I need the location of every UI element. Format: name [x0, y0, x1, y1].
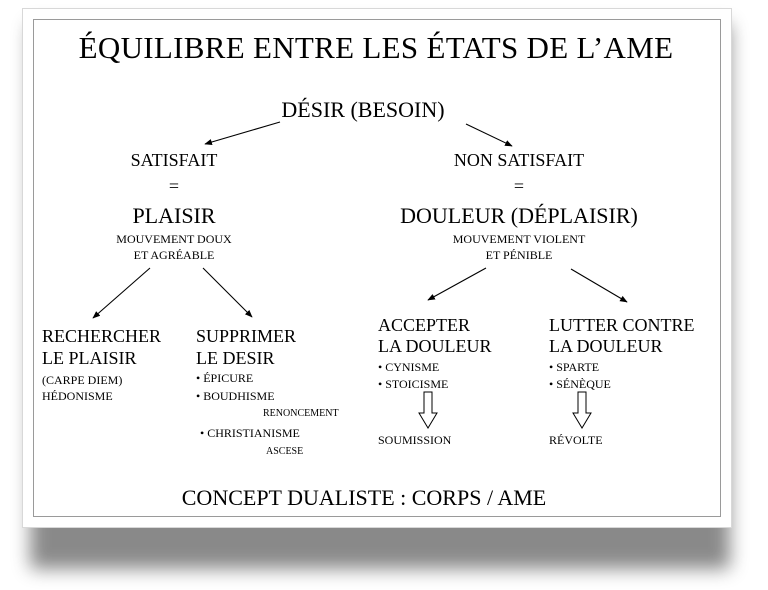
option-seek-pleasure-line2: LE PLAISIR [42, 348, 137, 368]
node-pleasure: PLAISIR [132, 203, 216, 228]
list-item-cynicism: • CYNISME [378, 360, 440, 374]
equals-sign-left: = [168, 176, 180, 196]
arrow-pleasure-to-seek [93, 268, 150, 318]
option-accept-pain-line2: LA DOULEUR [378, 336, 492, 356]
state-not-satisfied: NON SATISFAIT [453, 150, 585, 170]
root-node-desire: DÉSIR (BESOIN) [281, 97, 445, 122]
asceticism-note: ASCESE [266, 446, 304, 457]
option-suppress-desire-line2: LE DESIR [196, 348, 275, 368]
arrow-pleasure-to-suppress [203, 268, 252, 317]
arrow-desire-to-not-satisfied [466, 124, 512, 146]
arrow-pain-to-fight [571, 269, 627, 302]
pleasure-desc-line2: ET AGRÉABLE [133, 248, 215, 262]
option-suppress-desire-line1: SUPPRIMER [196, 326, 297, 346]
arrow-pain-to-accept [428, 268, 486, 300]
footer-dualist-concept: CONCEPT DUALISTE : CORPS / AME [181, 485, 547, 510]
list-item-christianity: • CHRISTIANISME [200, 426, 300, 440]
hollow-arrow-to-revolt [573, 392, 591, 428]
list-item-seneca: • SÉNÈQUE [549, 377, 611, 391]
option-fight-pain-line2: LA DOULEUR [549, 336, 663, 356]
option-accept-pain-line1: ACCEPTER [378, 315, 471, 335]
renunciation-note: RENONCEMENT [263, 408, 339, 419]
list-item-buddhism: • BOUDHISME [196, 389, 275, 403]
hollow-arrow-to-submission [419, 392, 437, 428]
list-item-epicure: • ÉPICURE [196, 371, 254, 385]
state-satisfied: SATISFAIT [130, 150, 218, 170]
pleasure-desc-line1: MOUVEMENT DOUX [116, 232, 232, 246]
option-seek-pleasure-line1: RECHERCHER [42, 326, 162, 346]
option-fight-pain-line1: LUTTER CONTRE [549, 315, 695, 335]
diagram-title: ÉQUILIBRE ENTRE LES ÉTATS DE L’AME [78, 30, 674, 65]
result-submission: SOUMISSION [378, 433, 452, 447]
list-item-stoicism: • STOICISME [378, 377, 449, 391]
hedonism-label: HÉDONISME [42, 389, 113, 403]
equals-sign-right: = [513, 176, 525, 196]
pain-desc-line1: MOUVEMENT VIOLENT [452, 232, 586, 246]
result-revolt: RÉVOLTE [549, 433, 603, 447]
list-item-sparta: • SPARTE [549, 360, 600, 374]
node-pain: DOULEUR (DÉPLAISIR) [400, 203, 638, 228]
carpe-diem-label: (CARPE DIEM) [42, 373, 123, 387]
pain-desc-line2: ET PÉNIBLE [485, 248, 553, 262]
arrow-desire-to-satisfied [205, 122, 280, 144]
